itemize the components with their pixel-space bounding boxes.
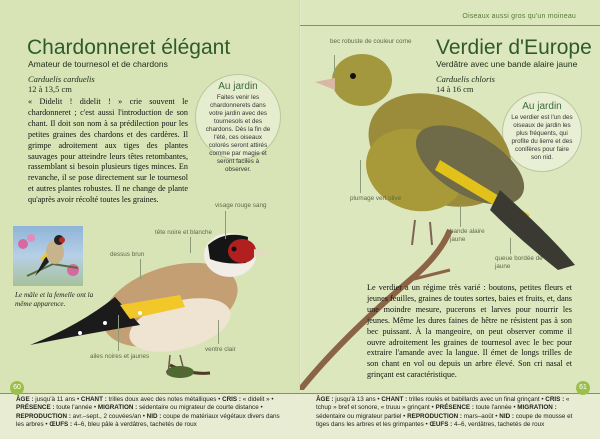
goldfinch-title: Chardonneret élégant xyxy=(27,36,231,59)
callout-heading: Au jardin xyxy=(218,81,258,92)
leader-line xyxy=(218,320,219,344)
greenfinch-latin-name: Carduelis chloris xyxy=(436,74,495,84)
leader-line xyxy=(460,205,461,227)
callout-text: Faites venir les chardonnerets dans votre jardin avec des tournesols et des chardons. Dès la fin de l'été, ces oiseaux colorés seront attirés comme par magie et seront faciles à observer. xyxy=(205,94,271,173)
header-rule xyxy=(300,25,600,26)
label-brown-back: dessus brun xyxy=(110,251,145,258)
leader-line xyxy=(360,160,361,193)
label-black-white-head: tête noire et blanche xyxy=(155,229,213,236)
greenfinch-title: Verdier d'Europe xyxy=(436,36,592,59)
page-number-left: 60 xyxy=(10,381,24,395)
label-strong-beak: bec robuste de couleur corne xyxy=(330,38,412,45)
label-olive-plumage: plumage vert olive xyxy=(350,195,402,202)
goldfinch-subtitle: Amateur de tournesol et de chardons xyxy=(28,59,168,69)
goldfinch-size: 12 à 13,5 cm xyxy=(28,84,72,94)
page-number-right: 61 xyxy=(576,381,590,395)
leader-line xyxy=(190,237,191,253)
label-black-yellow-wings: ailes noires et jaunes xyxy=(90,353,150,360)
label-red-face: visage rouge sang xyxy=(215,202,267,209)
goldfinch-latin-name: Carduelis carduelis xyxy=(28,74,95,84)
leader-line xyxy=(334,55,335,73)
goldfinch-photo-caption: Le mâle et la femelle ont la même apparence. xyxy=(15,291,94,308)
greenfinch-size: 14 à 16 cm xyxy=(436,84,474,94)
goldfinch-facts: ÂGE : jusqu'à 11 ans • CHANT : trilles doux avec des notes métalliques • CRIS : « didelit » • PRÉSENCE : toute l'année • MIGRATION : sédentaire ou migrateur de courte distance • REPRODUCTION : avr.–sept., 2 couvées/an • NID : coupe de matériaux végétaux divers dans les arbres • ŒUFS : 4–6, bleu pâle à verdâtres, tachetés de roux xyxy=(16,396,280,428)
callout-heading: Au jardin xyxy=(522,101,562,112)
greenfinch-facts: ÂGE : jusqu'à 13 ans • CHANT : trilles roulés et babillards avec un final grinçant • CRIS : « tchup » bref et sonore, « truuu » grinçant • PRÉSENCE : toute l'année • MIGRATION : sédentaire ou migrateur partiel • REPRODUCTION : mars–août • NID : coupe de mousse et tiges dans les arbres et les grimpantes • ŒUFS : 4–6, verdâtres, tachetés de roux xyxy=(316,396,573,428)
label-yellow-tail-edge: queue bordée de jaune xyxy=(495,255,543,270)
label-light-belly: ventre clair xyxy=(205,346,236,353)
goldfinch-illustration xyxy=(20,215,280,385)
goldfinch-garden-callout xyxy=(195,74,281,173)
leader-line xyxy=(225,211,226,239)
label-yellow-wingbar: bande alaire jaune xyxy=(450,228,485,243)
callout-text: Le verdier est l'un des oiseaux de jardin les plus fréquents, qui profite du lierre et des conifères pour faire son nid. xyxy=(511,114,573,161)
goldfinch-body-text: « Didelit ! didelit ! » crie souvent le chardonneret ; c'est aussi l'introduction de son chant. Il doit son nom à sa prédilection pour les petites graines des chardons et des cardères. Il grimpe adroitement aux tiges des plantes sauvages pour atteindre leurs têtes retombantes, rassemblant si besoin plusieurs tiges minces. En revanche, il se pose directement sur le tournesol et autres plantes robustes. Il ne change de plante qu'après avoir récolté toutes les graines. xyxy=(28,97,188,205)
greenfinch-body-text: Le verdier a un régime très varié : boutons, petites fleurs et jeunes feuilles, graines de toutes sortes, baies et fruits, et, dans une moindre mesure, pucerons et larves pour nourrir les jeunes. Même les dures faines de hêtre ne résistent pas à son bec puissant. À la mangeoire, on peut observer comme il ouvre adroitement les graines de tournesol avec le bec pour extraire l'amande avec la langue. Il émet de longs trilles de son chant en vol ou depuis un arbre élevé. Son cri nasal et grinçant est caractéristique. xyxy=(367,283,572,380)
running-title: Oiseaux aussi gros qu'un moineau xyxy=(462,13,576,20)
leader-line xyxy=(510,238,511,254)
leader-line xyxy=(140,259,141,279)
greenfinch-subtitle: Verdâtre avec une bande alaire jaune xyxy=(436,59,578,69)
leader-line xyxy=(118,315,119,351)
